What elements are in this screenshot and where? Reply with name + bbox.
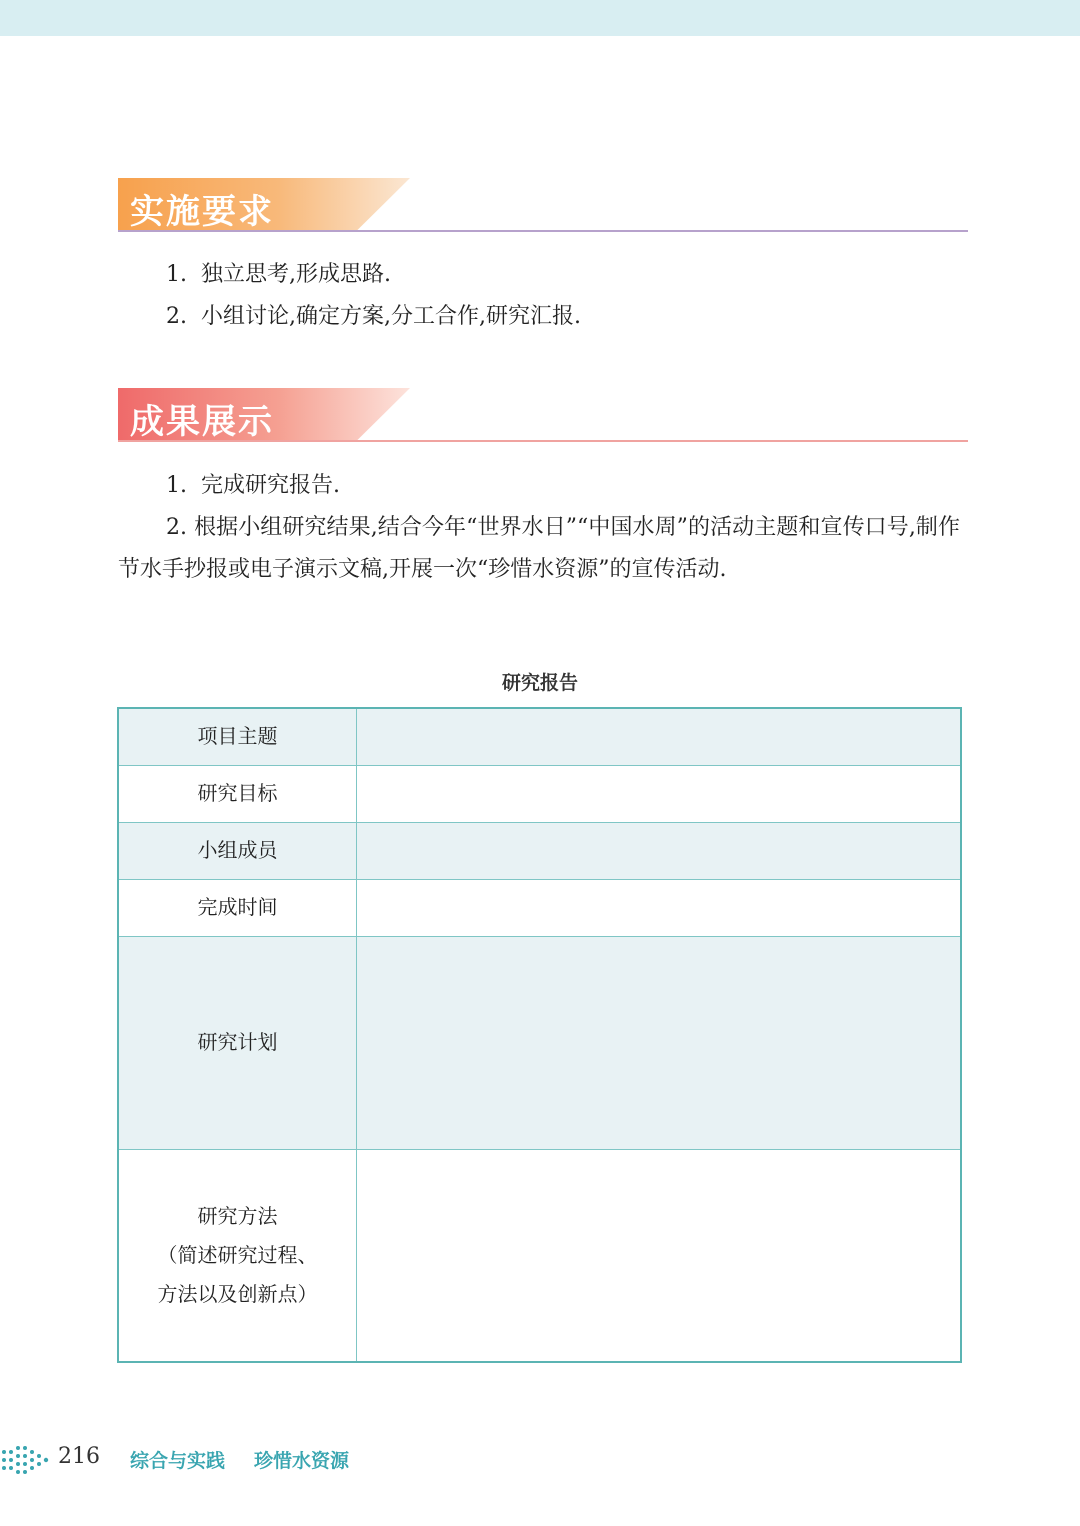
input-cell[interactable]: [357, 765, 962, 822]
dots-ornament-icon: [0, 1442, 52, 1478]
item-text: 完成研究报告.: [201, 473, 340, 498]
input-cell[interactable]: [357, 708, 962, 765]
page-footer: [0, 1440, 1080, 1480]
input-cell[interactable]: [357, 879, 962, 936]
item-text: 独立思考,形成思路.: [201, 262, 391, 287]
footer-topic: 珍惜水资源: [254, 1450, 350, 1472]
row-label: 完成时间: [118, 879, 357, 936]
row-label-multiline: [118, 1149, 357, 1362]
table-row: [118, 765, 961, 822]
item-number: 1.: [166, 473, 187, 498]
research-report-table: [117, 707, 962, 1363]
row-label: 研究目标: [118, 765, 357, 822]
item-number: 2.: [166, 304, 187, 329]
section-header-requirements: [118, 178, 968, 232]
requirement-item: [166, 254, 391, 296]
table-row: [118, 936, 961, 1149]
section-title: 成果展示: [130, 402, 274, 442]
item-number: 1.: [166, 262, 187, 287]
top-band: [0, 0, 1080, 36]
row-label: 小组成员: [118, 822, 357, 879]
section-title: 实施要求: [130, 192, 274, 232]
result-item: [166, 465, 340, 507]
page-number: 216: [58, 1444, 100, 1469]
row-label: 项目主题: [118, 708, 357, 765]
table-row: [118, 708, 961, 765]
input-cell[interactable]: [357, 1149, 962, 1362]
table-row: [118, 879, 961, 936]
requirement-item: [166, 296, 581, 338]
label-line: 研究方法: [197, 1203, 278, 1228]
label-line: 方法以及创新点）: [157, 1281, 318, 1306]
table-row: [118, 822, 961, 879]
input-cell[interactable]: [357, 822, 962, 879]
input-cell[interactable]: [357, 936, 962, 1149]
section-header-results: [118, 388, 968, 442]
label-line: （简述研究过程、: [157, 1242, 318, 1267]
result-paragraph: 2. 根据小组研究结果,结合今年“世界水日”“中国水周”的活动主题和宣传口号,制作节水手抄报或电子演示文稿,开展一次“珍惜水资源”的宣传活动.: [118, 515, 960, 582]
item-text: 小组讨论,确定方案,分工合作,研究汇报.: [201, 304, 581, 329]
row-label: 研究计划: [118, 936, 357, 1149]
footer-chapter: 综合与实践: [130, 1450, 226, 1472]
table-caption: 研究报告: [501, 672, 578, 694]
table-row: [118, 1149, 961, 1362]
